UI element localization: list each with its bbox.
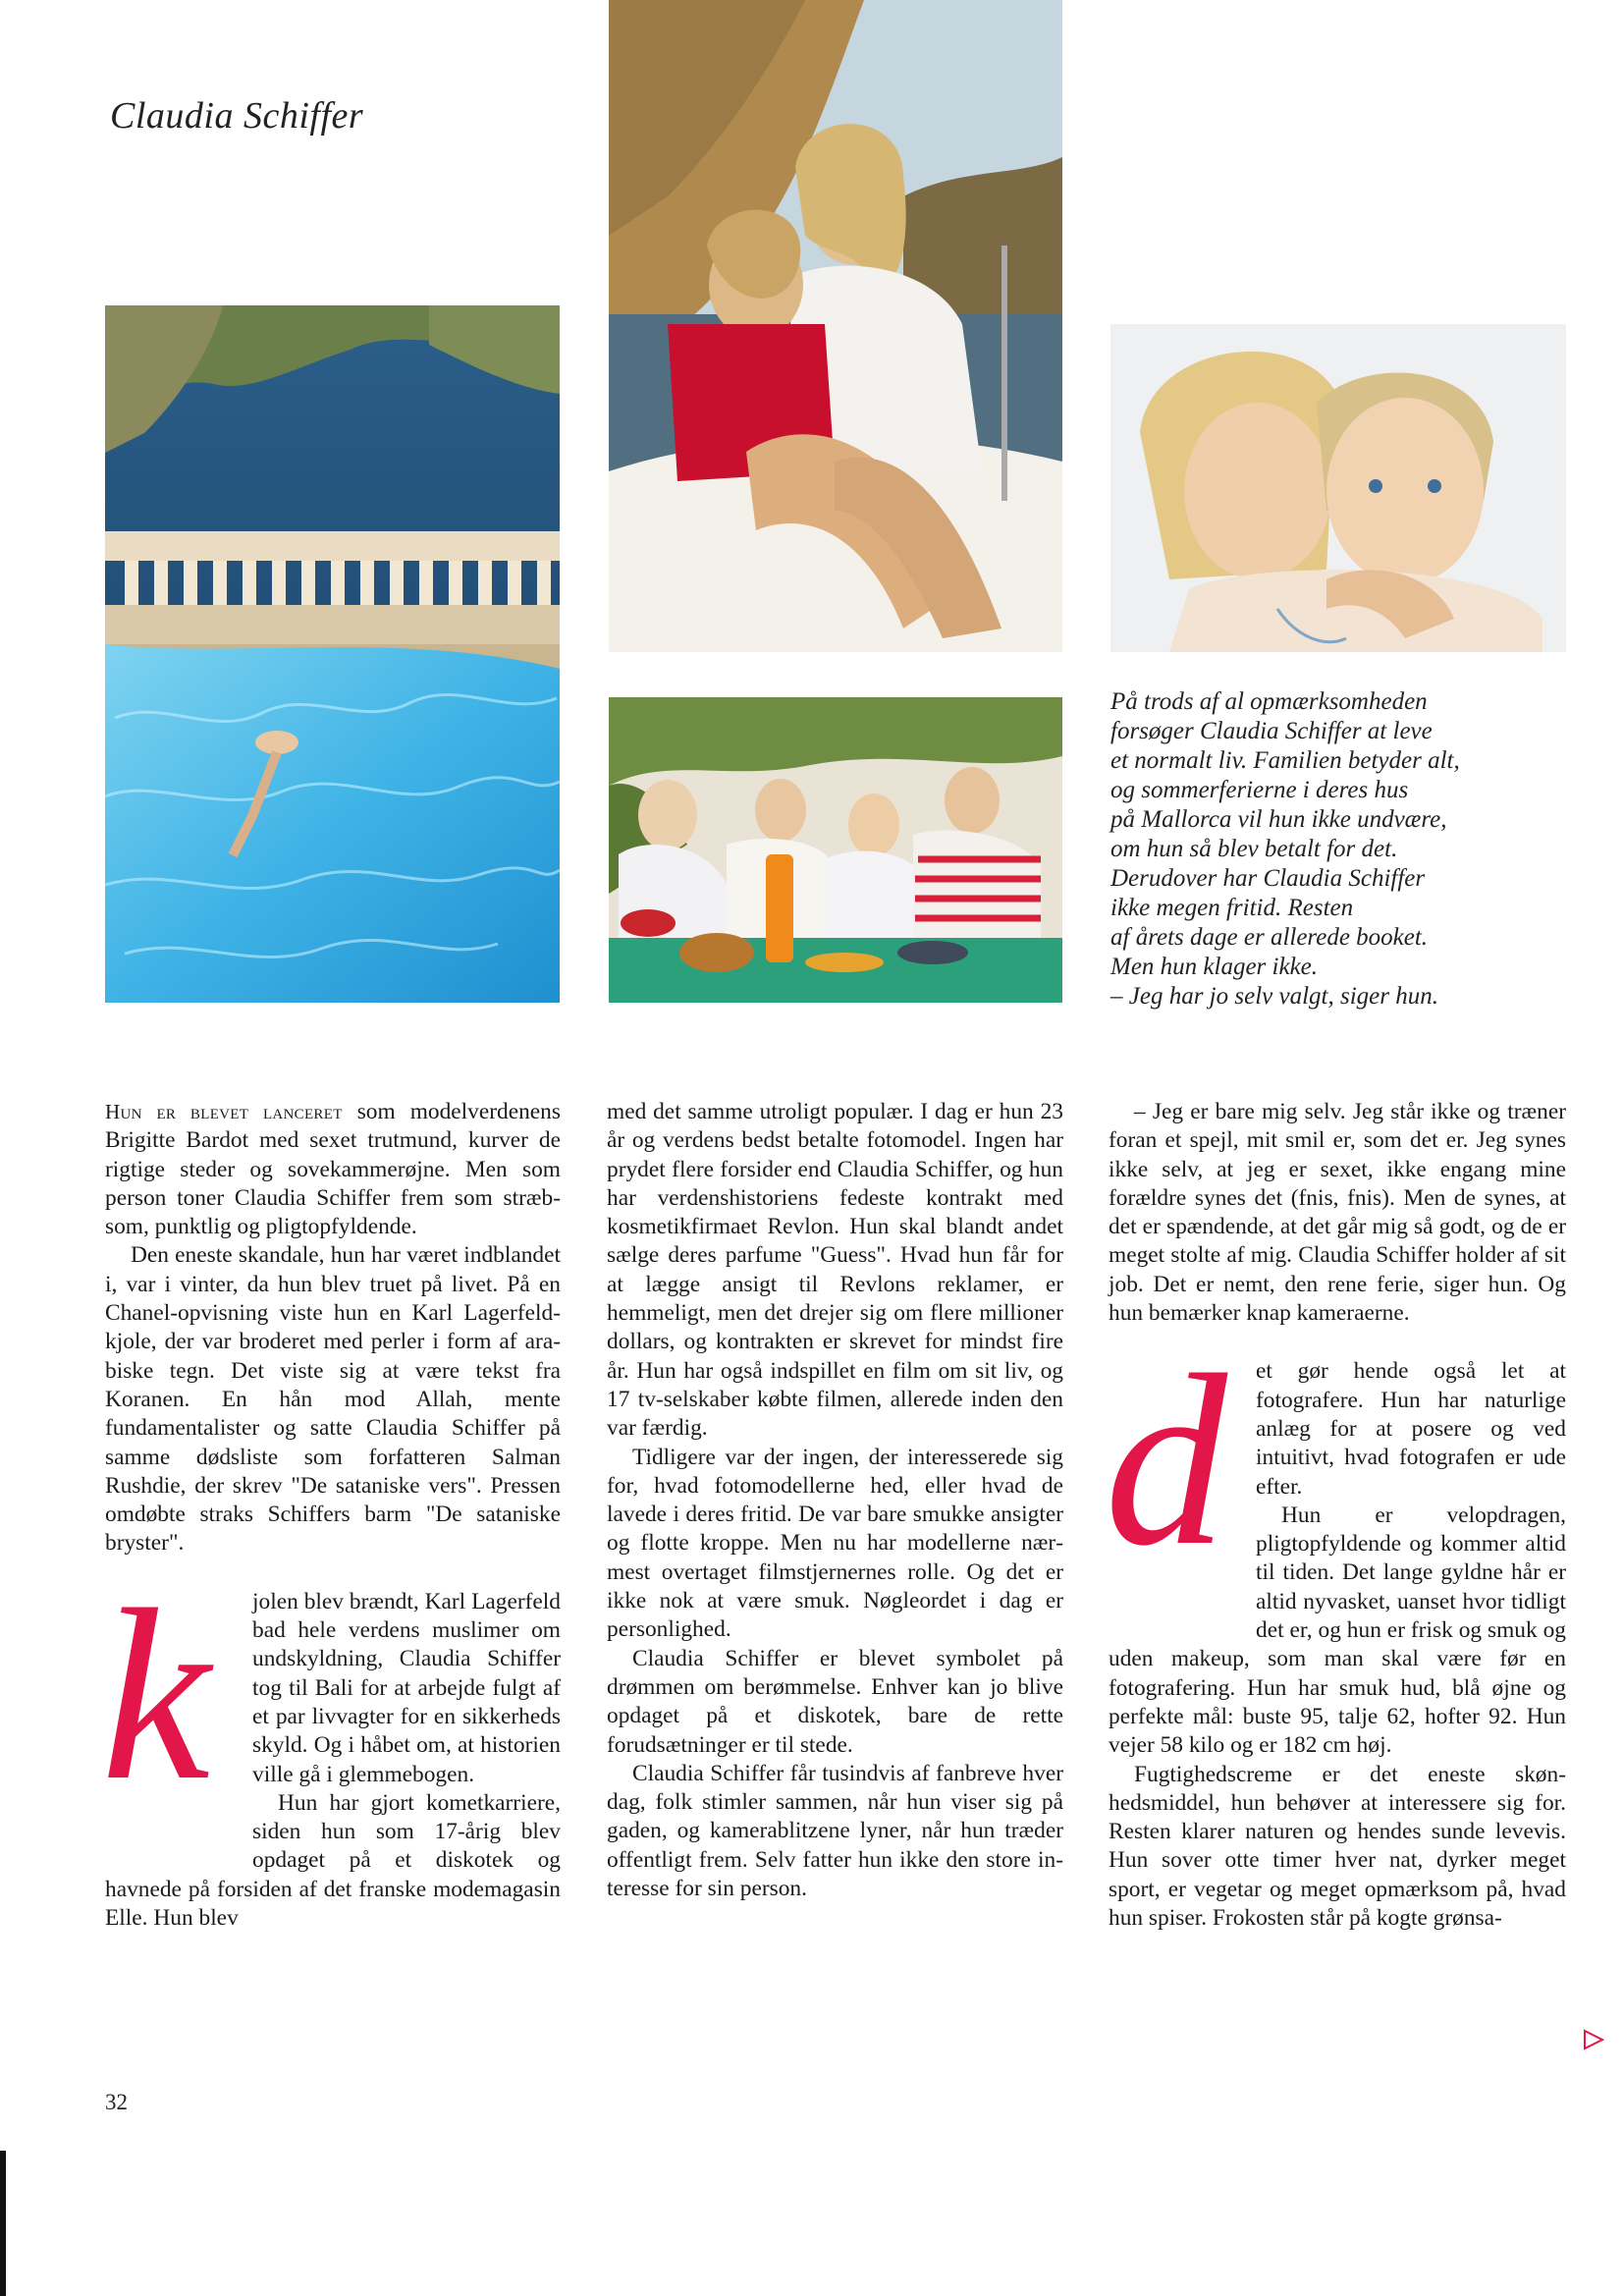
dropcap-block bbox=[1105, 1325, 1566, 1760]
caption-line: ikke megen fritid. Resten bbox=[1110, 895, 1354, 921]
photo-caption bbox=[1110, 687, 1572, 1011]
caption-line: et normalt liv. Familien betyder alt, bbox=[1110, 747, 1460, 774]
paragraph: et gør hende også let at fotografere. Hun har naturlige anlæg for at posere og ved intuitivt, hvad fotografen er ude efter. bbox=[1256, 1358, 1566, 1500]
caption-line: Men hun klager ikke. bbox=[1110, 954, 1319, 980]
paragraph: jolen blev brændt, Karl Lagerfeld bad hele verdens muslimer om undskyldning, Claudia Schiffer tog til Bali for at arbejde fulgt af et par livvagter for en sikkerheds skyld. Og i håbet om, at historien ville gå i glemmebogen. bbox=[252, 1588, 561, 1787]
continue-arrow-icon bbox=[1583, 2029, 1604, 2050]
caption-line: af årets dage er allerede booket. bbox=[1110, 924, 1429, 951]
caption-line: På trods af al opmærksomheden bbox=[1110, 688, 1428, 715]
paragraph: Den eneste skandale, hun har været indblandet i, var i vinter, da hun blev truet på livet. På en Chanel-opvisning viste hun en Karl Lagerfeld-kjole, der var broderet med perler i form af arabiske tegn. Det viste sig at være tekst fra Koranen. En hån mod Allah, mente fundamentalister og satte Claudia Schiffer på samme dødsliste som forfatteren Salman Rushdie, der skrev "De sataniske vers". Pressen omdøbte straks Schiffers barm "De sataniske bryster". bbox=[105, 1242, 561, 1557]
paragraph: Claudia Schiffer er blevet symbolet på drømmen om berømmelse. Enhver kan jo blive opdaget på et diskotek, bare de rette forudsætninger er til stede. bbox=[607, 1645, 1063, 1758]
caption-line: om hun så blev betalt for det. bbox=[1110, 836, 1398, 862]
caption-line: og sommerferierne i deres hus bbox=[1110, 777, 1409, 803]
caption-line: – Jeg har jo selv valgt, siger hun. bbox=[1110, 983, 1438, 1010]
article-column-2 bbox=[607, 1098, 1063, 1903]
drop-cap-letter: d bbox=[1105, 1325, 1227, 1598]
paragraph: – Jeg er bare mig selv. Jeg står ikke og træner foran et spejl, mit smil er, som det er. Jeg synes ikke selv, at jeg er sexet, ikke engang mine forældre synes det (fnis, fnis). Men de synes, at det er spændende, at det går mig så godt, og de er meget stolte af mig. Claudia Schiffer holder af sit job. Det er nemt, den rene ferie, siger hun. Og hun bemærker knap kameraerne. bbox=[1109, 1099, 1566, 1327]
pool-photo bbox=[105, 305, 560, 1003]
paragraph: Tidligere var der ingen, der interesserede sig for, hvad fotomodellerne hed, eller hvad de lavede i deres fritid. De var bare smukke ansigter og flotte kroppe. Men nu har modellerne nærmest overtaget filmstjernernes rolle. Og det er ikke nok at være smuk. Nøgleordet i dag er personlighed. bbox=[607, 1444, 1063, 1643]
kicker-title: Claudia Schiffer bbox=[110, 95, 364, 137]
paragraph: Fugtighedscreme er det eneste skønhedsmiddel, hun behøver at interessere sig for. Resten klarer naturen og hendes sunde levevis. Hun sover otte timer hver nat, dyrker meget sport, er vegetar og meget opmærksom på, hvad hun spiser. Frokosten står på kogte grønsa- bbox=[1109, 1761, 1566, 1932]
paragraph: Hun er velopdragen, pligtopfyldende og kommer altid til tiden. Det lange gyldne hår er altid nyvasket, uanset hvor tidligt det er, og hun er frisk og smuk og uden makeup, som man skal være før en fotografering. Hun har smuk hud, blå øjne og perfekte mål: buste 95, talje 62, hofter 92. Hun vejer 58 kilo og er 182 cm høj. bbox=[1109, 1502, 1566, 1759]
paragraph: med det samme utroligt populær. I dag er hun 23 år og verdens bedst betalte fotomodel. Ingen har prydet flere forsider end Claudia Schiffer, og hun har verdenshistoriens fedeste kontrakt med kosmetikfirmaet Revlon. Hun skal blandt andet sælge deres parfume "Guess". Hvad hun får for at lægge ansigt til Revlons reklamer, er hemmeligt, men det drejer sig om flere millioner dollars, og kontrakten er skrevet for mindst fire år. Hun har også indspillet en film om sit liv, og 17 tv-selskaber købte filmen, allerede inden den var færdig. bbox=[607, 1099, 1063, 1442]
article-column-3 bbox=[1105, 1098, 1566, 1933]
drop-cap-letter: k bbox=[101, 1558, 210, 1831]
paragraph: Claudia Schiffer får tusindvis af fanbreve hver dag, folk stimler sammen, når hun viser sig på gaden, og kamerablitzene lyner, når hun træder offentligt frem. Selv fatter hun ikke den store interesse for sin person. bbox=[607, 1760, 1063, 1902]
kids-photo bbox=[1110, 324, 1566, 652]
boat-photo bbox=[609, 0, 1062, 652]
caption-line: forsøger Claudia Schiffer at leve bbox=[1110, 718, 1433, 744]
paragraph bbox=[105, 1098, 561, 1241]
article-column-1 bbox=[101, 1098, 561, 1933]
lead-in: Hun er blevet lanceret bbox=[105, 1100, 343, 1123]
paragraph: Hun har gjort kometkarriere, siden hun som 17-årig blev opdaget på et diskotek og havnede på forsiden af det franske modemagasin Elle. Hun blev bbox=[105, 1789, 561, 1932]
paragraph-text: som modelverdenens Brigitte Bardot med sexet trutmund, kurver de rigtige steder og sovekammerøjne. Men som person toner Claudia Schiffer frem som stræbsom, punktlig og pligtopfyldende. bbox=[105, 1099, 561, 1240]
caption-line: Derudover har Claudia Schiffer bbox=[1110, 865, 1426, 892]
dropcap-block bbox=[101, 1558, 561, 1831]
caption-line: på Mallorca vil hun ikke undvære, bbox=[1110, 806, 1447, 833]
page-number: 32 bbox=[105, 2090, 128, 2114]
family-photo bbox=[609, 697, 1062, 1003]
scan-edge bbox=[0, 2151, 6, 2296]
